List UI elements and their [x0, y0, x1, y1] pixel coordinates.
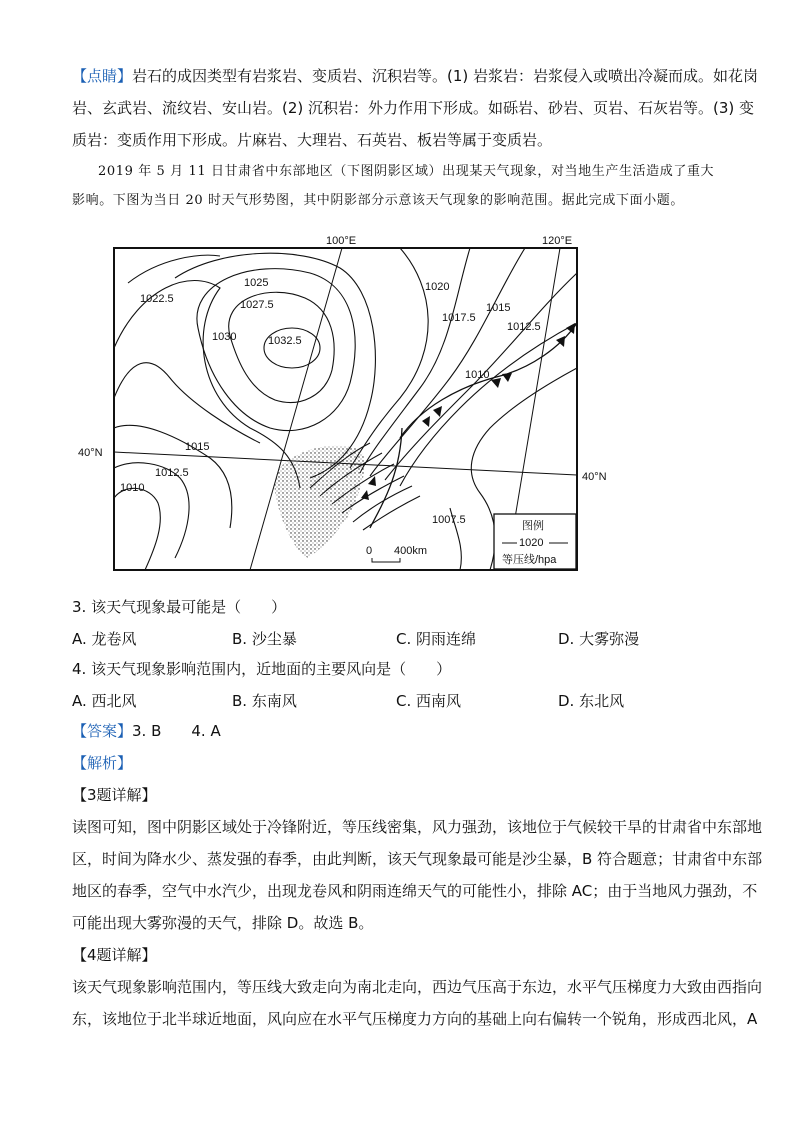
answer-tag: 【答案】 — [72, 722, 133, 740]
weather-map — [70, 228, 630, 576]
isobar-label: 1012.5 — [507, 321, 541, 333]
analysis-tag: 【解析】 — [72, 754, 133, 772]
isobar-1022a — [128, 255, 220, 283]
isobar-label: 1010 — [465, 369, 490, 381]
q3-detail-line-3: 地区的春季，空气中水汽少，出现龙卷风和阴雨连绵天气的可能性小，排除 AC；由于当地风力强劲，不 — [72, 882, 758, 900]
q4-stem: 4. 该天气现象影响范围内，近地面的主要风向是（ ） — [72, 660, 452, 678]
isobar-label: 1032.5 — [268, 335, 302, 347]
isobar-1017 — [360, 248, 470, 473]
q3-detail-line-2: 区，时间为降水少、蒸发强的春季，由此判断，该天气现象最可能是沙尘暴，B 符合题意；甘肃省中东部 — [72, 850, 763, 868]
front-tri — [361, 490, 369, 500]
isobar-label: 1015 — [185, 441, 210, 453]
isobar-label: 1030 — [212, 331, 237, 343]
isobar-label: 1007.5 — [432, 514, 466, 526]
answer-text: 3. B 4. A — [132, 722, 221, 740]
weather-map-svg — [70, 228, 630, 576]
q4-option-c[interactable]: C. 西南风 — [396, 692, 462, 710]
front-tri — [491, 378, 501, 388]
isobar-1020 — [350, 248, 428, 468]
q4-option-a[interactable]: A. 西北风 — [72, 692, 137, 710]
notes-tag: 【点睛】 — [72, 67, 133, 85]
isobar-label: 1015 — [486, 302, 511, 314]
q4-detail-tag: 【4题详解】 — [72, 946, 157, 964]
front-tri — [422, 416, 430, 427]
isobar-1010 — [400, 323, 577, 486]
lon-100e-label: 100°E — [326, 235, 357, 247]
lat-40n-left-label: 40°N — [78, 447, 103, 459]
q3-detail-tag: 【3题详解】 — [72, 786, 157, 804]
scale-bar — [372, 558, 400, 562]
q3-option-b[interactable]: B. 沙尘暴 — [232, 630, 297, 648]
q4-option-b[interactable]: B. 东南风 — [232, 692, 297, 710]
isobar-1032 — [264, 328, 320, 368]
isobar-1020w — [114, 363, 260, 443]
answer-line — [72, 721, 221, 741]
legend-title: 图例 — [522, 520, 544, 532]
intro-line-1: 2019 年 5 月 11 日甘肃省中东部地区（下图阴影区域）出现某天气现象，对当地生产生活造成了重大 — [98, 164, 715, 179]
isobar-label: 1025 — [244, 277, 269, 289]
isobar-label: 1010 — [120, 482, 145, 494]
q4-option-d[interactable]: D. 东北风 — [558, 692, 625, 710]
scale-distance: 400km — [394, 545, 428, 557]
lat-40n-right-label: 40°N — [582, 471, 607, 483]
isobar-1027 — [197, 269, 355, 431]
intro-line-2: 影响。下图为当日 20 时天气形势图，其中阴影部分示意该天气现象的影响范围。据此完成下面小题。 — [72, 193, 685, 208]
notes-line-3: 质岩：变质作用下形成。片麻岩、大理岩、石英岩、板岩等属于变质岩。 — [72, 131, 553, 149]
scale-zero: 0 — [366, 545, 373, 557]
isobar-1010w — [114, 488, 160, 570]
legend-isobar-value: 1020 — [519, 537, 544, 549]
isobar-label: 1022.5 — [140, 293, 174, 305]
q3-stem: 3. 该天气现象最可能是（ ） — [72, 598, 287, 616]
isobar-label: 1017.5 — [442, 312, 476, 324]
q3-option-c[interactable]: C. 阴雨连绵 — [396, 630, 477, 648]
q3-detail-line-4: 可能出现大雾弥漫的天气，排除 D。故选 B。 — [72, 914, 374, 932]
front-tri — [433, 406, 442, 417]
q3-option-d[interactable]: D. 大雾弥漫 — [558, 630, 640, 648]
q3-option-a[interactable]: A. 龙卷风 — [72, 630, 137, 648]
isobar-label: 1012.5 — [155, 467, 189, 479]
isobar-label: 1020 — [425, 281, 450, 293]
front-tri — [502, 373, 512, 382]
notes-line-1 — [72, 66, 758, 86]
q4-detail-line-2: 东，该地位于北半球近地面，风向应在水平气压梯度力方向的基础上向右偏转一个锐角，形成西北风，A — [72, 1010, 758, 1028]
q3-detail-line-1: 读图可知，图中阴影区域处于冷锋附近，等压线密集，风力强劲，该地位于气候较干旱的甘肃省中东部地 — [72, 818, 763, 836]
q4-detail-line-1: 该天气现象影响范围内，等压线大致走向为南北走向，西边气压高于东边，水平气压梯度力大致由西指向 — [72, 978, 763, 996]
isobar-label: 1027.5 — [240, 299, 274, 311]
meridian-120e — [515, 248, 560, 518]
legend-unit: 等压线/hpa — [502, 554, 557, 566]
notes-text-1: 岩石的成因类型有岩浆岩、变质岩、沉积岩等。(1) 岩浆岩：岩浆侵入或喷出冷凝而成。如花岗 — [132, 67, 759, 85]
notes-line-2: 岩、玄武岩、流纹岩、安山岩。(2) 沉积岩：外力作用下形成。如砾岩、砂岩、页岩、石灰岩等。(3) 变 — [72, 99, 755, 117]
lon-120e-label: 120°E — [542, 235, 573, 247]
